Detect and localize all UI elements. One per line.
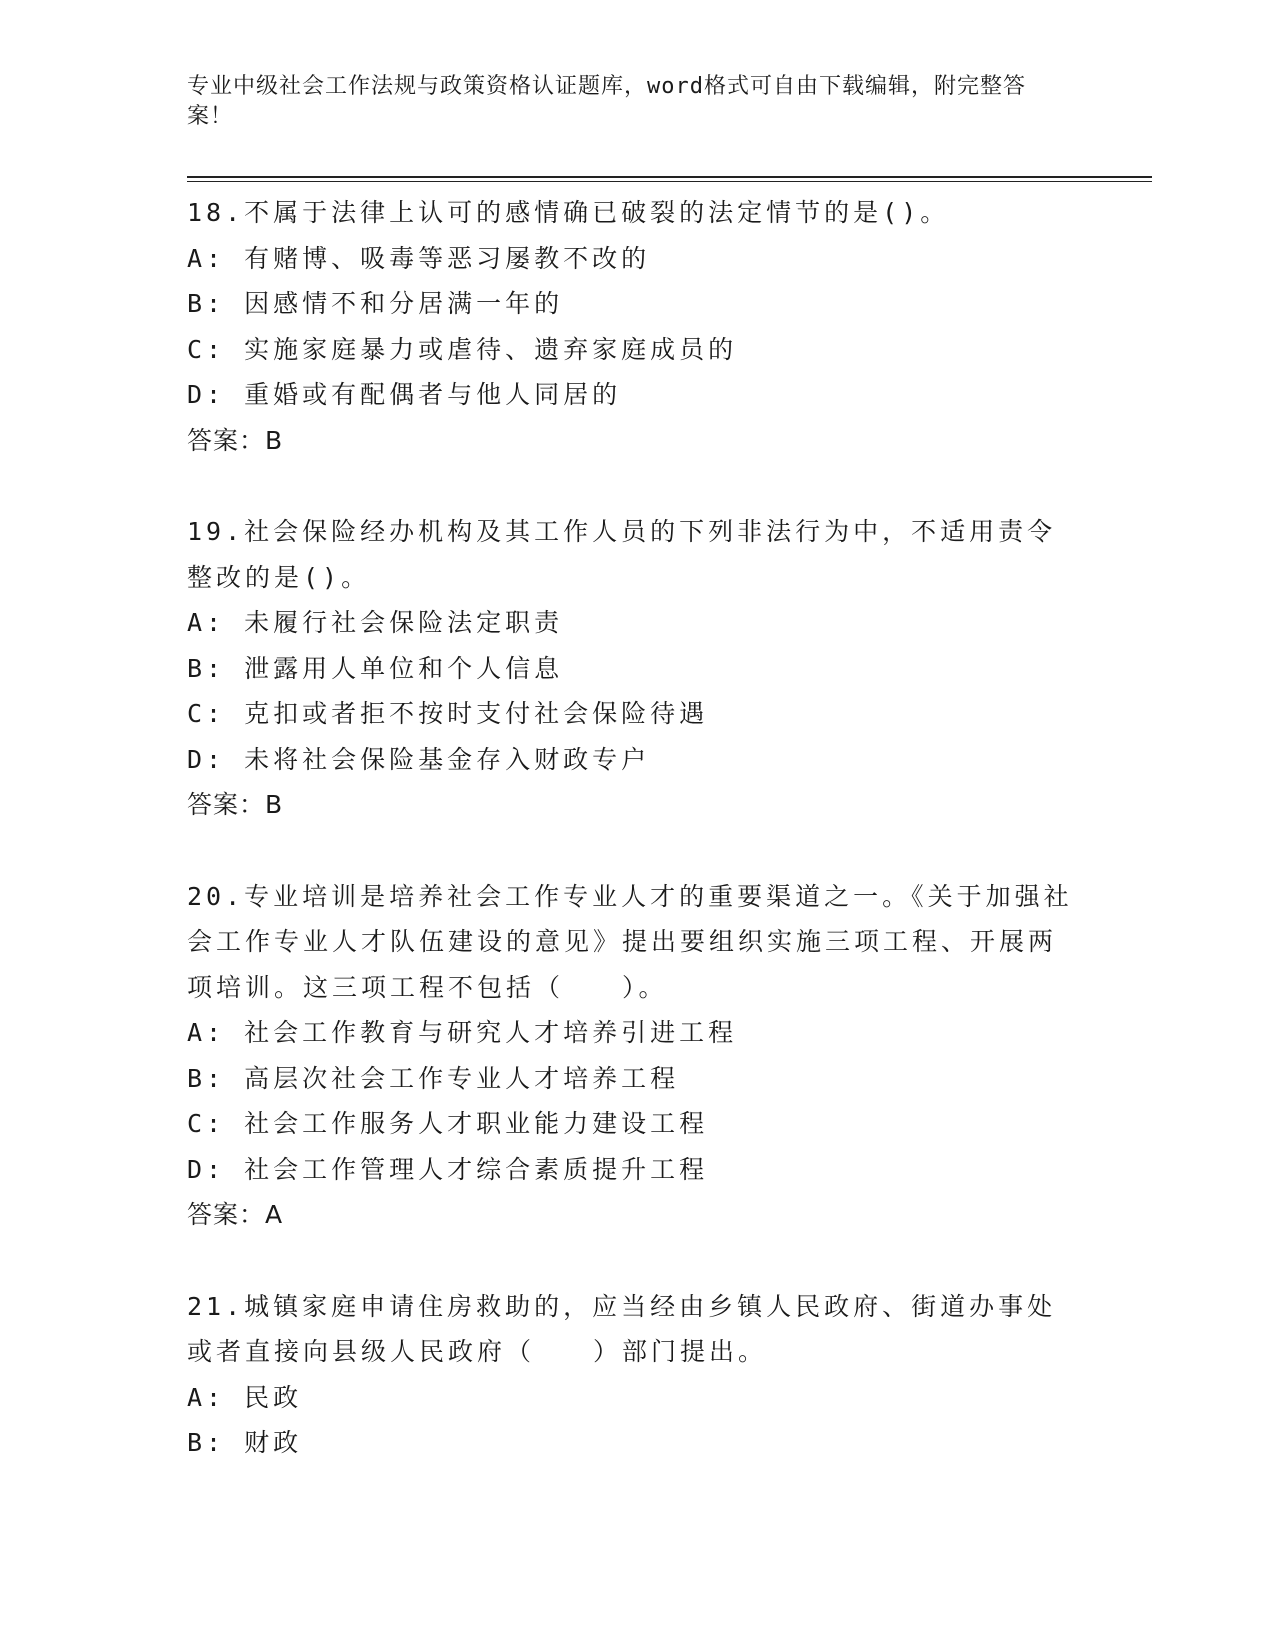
option-a: A: 有赌博、吸毒等恶习屡教不改的: [187, 243, 651, 273]
option-d: D: 重婚或有配偶者与他人同居的: [187, 380, 622, 409]
option-b: B: 泄露用人单位和个人信息: [187, 653, 564, 683]
option-c: C: 社会工作服务人才职业能力建设工程: [187, 1109, 709, 1138]
option-b: B: 因感情不和分居满一年的: [187, 289, 564, 318]
question-21: [187, 1284, 1087, 1466]
option-b: B: 高层次社会工作专业人才培养工程: [187, 1063, 680, 1093]
option-d: D: 社会工作管理人才综合素质提升工程: [187, 1154, 709, 1184]
option-d: D: 未将社会保险基金存入财政专户: [187, 744, 651, 774]
answer-line: 答案：A: [187, 1200, 284, 1229]
document-header: 专业中级社会工作法规与政策资格认证题库，word格式可自由下载编辑，附完整答案！: [187, 74, 1026, 129]
question-stem: 19.社会保险经办机构及其工作人员的下列非法行为中，不适用责令整改的是()。: [187, 517, 1057, 592]
question-stem: 20.专业培训是培养社会工作专业人才的重要渠道之一。《关于加强社会工作专业人才队伍建设的意见》提出要组织实施三项工程、开展两项培训。这三项工程不包括（ ）。: [187, 881, 1073, 1002]
option-a: A: 民政: [187, 1382, 303, 1412]
option-c: C: 克扣或者拒不按时支付社会保险待遇: [187, 699, 709, 728]
question-stem: 18.不属于法律上认可的感情确已破裂的法定情节的是()。: [187, 198, 950, 227]
question-list: [187, 190, 1087, 1512]
option-a: A: 社会工作教育与研究人才培养引进工程: [187, 1018, 738, 1047]
question-19: [187, 509, 1087, 828]
question-20: [187, 874, 1087, 1238]
question-18: [187, 190, 1087, 463]
answer-line: 答案：B: [187, 790, 284, 819]
header-divider-thin: [187, 181, 1152, 182]
answer-line: 答案：B: [187, 425, 284, 455]
question-stem: 21.城镇家庭申请住房救助的，应当经由乡镇人民政府、街道办事处或者直接向县级人民政府（ ）部门提出。: [187, 1291, 1057, 1366]
option-a: A: 未履行社会保险法定职责: [187, 608, 564, 637]
option-b: B: 财政: [187, 1428, 303, 1457]
option-c: C: 实施家庭暴力或虐待、遗弃家庭成员的: [187, 334, 738, 364]
header-divider-thick: [187, 176, 1152, 178]
